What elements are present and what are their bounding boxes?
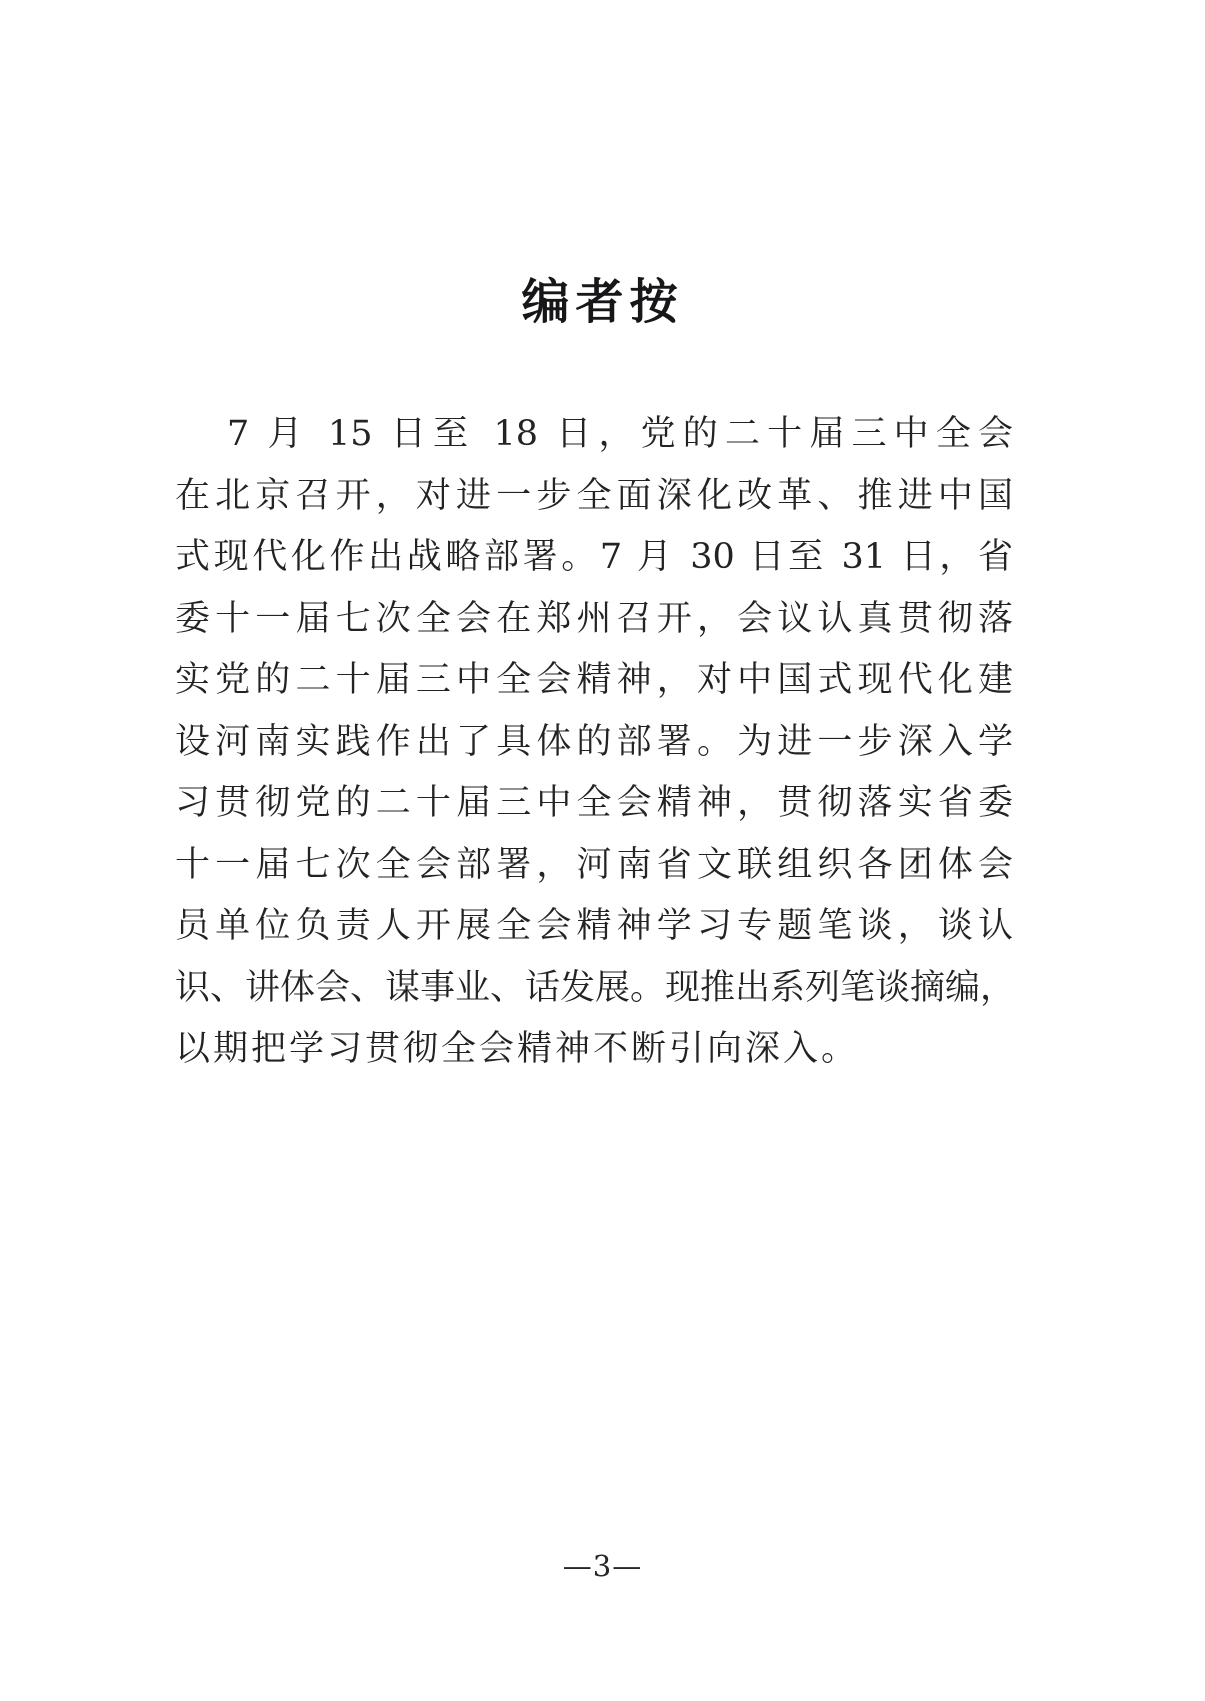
text-line: 员单位负责人开展全会精神学习专题笔谈，谈认 (175, 906, 1013, 946)
page-number: —3— (562, 1549, 643, 1583)
text-line: 实党的二十届三中全会精神，对中国式现代化建 (175, 660, 1013, 700)
text-line: 十一届七次全会部署，河南省文联组织各团体会 (175, 844, 1013, 885)
page-title: 编者按 (521, 274, 684, 330)
text-line: 习贯彻党的二十届三中全会精神，贯彻落实省委 (175, 783, 1013, 823)
text-line: 7 月 15 日至 18 日，党的二十届三中全会 (227, 414, 1013, 454)
text-line: 在北京召开，对进一步全面深化改革、推进中国 (175, 475, 1013, 516)
text-line: 以期把学习贯彻全会精神不断引向深入。 (175, 1029, 860, 1069)
text-line: 式现代化作出战略部署。7 月 30 日至 31 日，省 (175, 537, 1013, 577)
text-line: 识、讲体会、谋事业、话发展。现推出系列笔谈摘编， (175, 967, 1016, 1008)
body-text (175, 404, 1016, 1081)
text-line: 委十一届七次全会在郑州召开，会议认真贯彻落 (175, 598, 1013, 639)
text-line: 设河南实践作出了具体的部署。为进一步深入学 (175, 721, 1013, 762)
